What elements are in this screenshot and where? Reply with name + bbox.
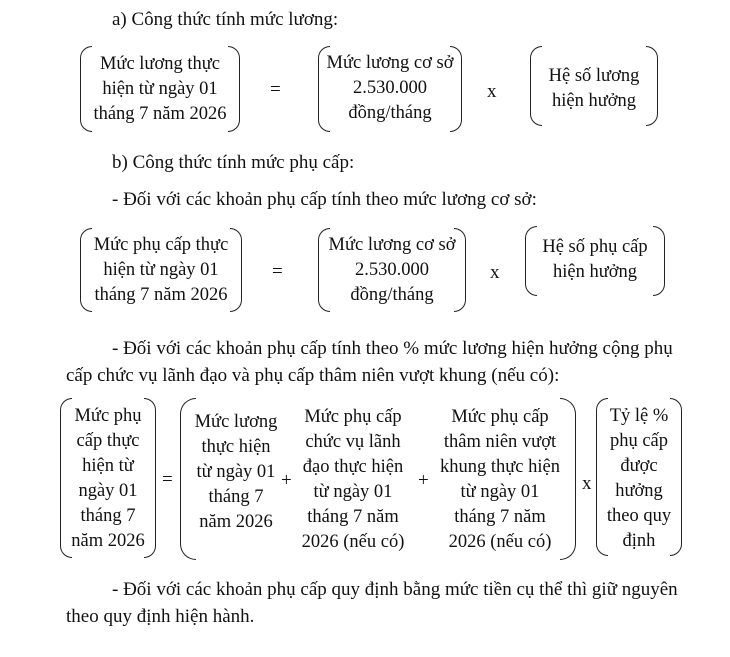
equals-sign: =: [270, 79, 281, 100]
times-sign: x: [582, 473, 592, 494]
formula1-left-term: Mức lương thực hiện từ ngày 01 tháng 7 năm 2026: [80, 46, 240, 132]
equals-sign: =: [162, 469, 173, 490]
formula1-base-salary: Mức lương cơ sở 2.530.000 đồng/tháng: [318, 46, 462, 132]
formula3-left-term: Mức phụ cấp thực hiện từ ngày 01 tháng 7 năm 2026: [60, 398, 156, 558]
formula3-leadership-allowance-term: Mức phụ cấp chức vụ lãnh đạo thực hiện từ ngày 01 tháng 7 năm 2026 (nếu có): [301, 407, 405, 552]
formula2-base-salary: Mức lương cơ sở 2.530.000 đồng/tháng: [318, 228, 466, 312]
equals-sign: =: [272, 261, 283, 282]
formula1-coefficient: Hệ số lương hiện hưởng: [530, 46, 658, 126]
case-percent-allowance-line2: cấp chức vụ lãnh đạo và phụ cấp thâm niên vượt khung (nếu có):: [66, 365, 560, 386]
formula3-percent-rate: Tỷ lệ % phụ cấp được hưởng theo quy định: [596, 398, 682, 556]
formula3-salary-term: Mức lương thực hiện từ ngày 01 tháng 7 năm 2026: [194, 412, 278, 532]
times-sign: x: [490, 262, 500, 283]
plus-sign: +: [418, 470, 429, 491]
formula3-seniority-allowance-term: Mức phụ cấp thâm niên vượt khung thực hiện từ ngày 01 tháng 7 năm 2026 (nếu có): [440, 407, 560, 552]
formula2-coefficient: Hệ số phụ cấp hiện hưởng: [525, 226, 665, 296]
heading-b: b) Công thức tính mức phụ cấp:: [112, 152, 355, 173]
case-base-salary-allowance: - Đối với các khoản phụ cấp tính theo mức lương cơ sở:: [112, 189, 537, 210]
case-fixed-amount-line2: theo quy định hiện hành.: [66, 606, 255, 627]
case-fixed-amount-line1: - Đối với các khoản phụ cấp quy định bằng mức tiền cụ thể thì giữ nguyên: [112, 579, 678, 600]
plus-sign: +: [281, 470, 292, 491]
formula2-left-term: Mức phụ cấp thực hiện từ ngày 01 tháng 7 năm 2026: [80, 228, 242, 312]
case-percent-allowance-line1: - Đối với các khoản phụ cấp tính theo % mức lương hiện hưởng cộng phụ: [112, 338, 673, 359]
heading-a: a) Công thức tính mức lương:: [112, 9, 339, 30]
times-sign: x: [487, 81, 497, 102]
